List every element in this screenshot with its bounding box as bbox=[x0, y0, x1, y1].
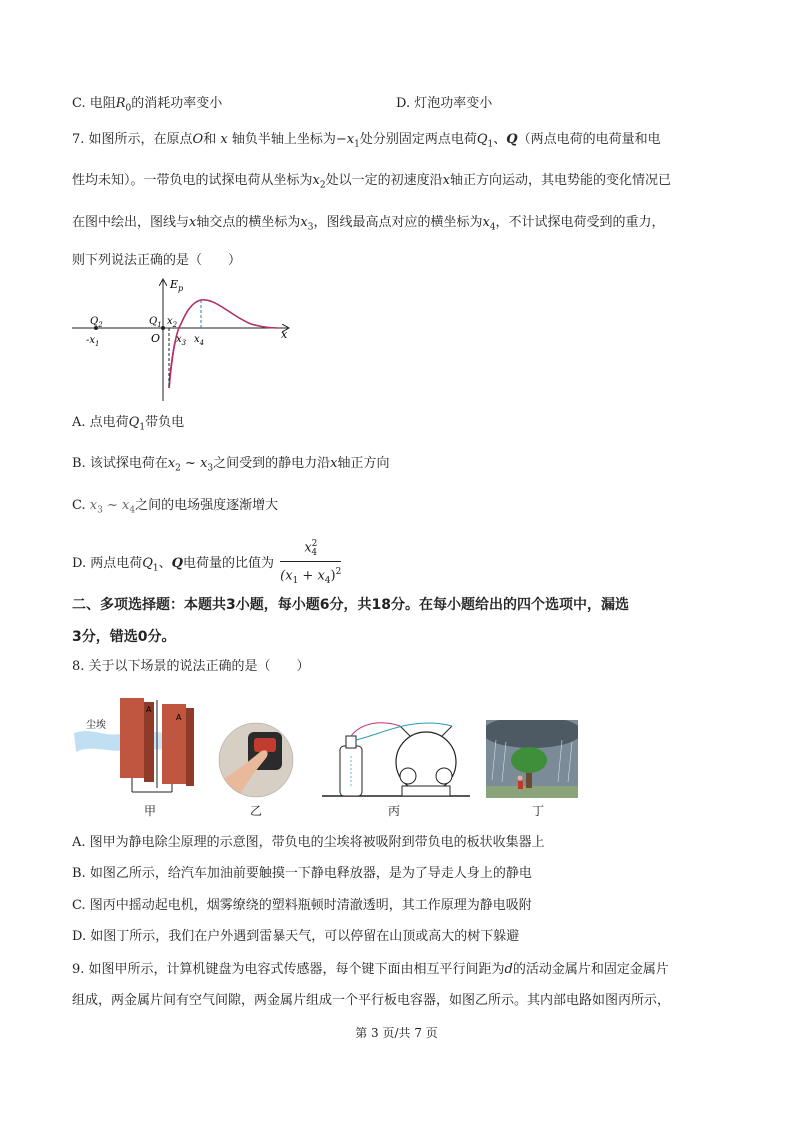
q7-option-b bbox=[72, 455, 390, 478]
q7-var-q1: Q bbox=[142, 555, 153, 571]
ratio-fraction bbox=[280, 536, 341, 591]
section2-text: 分。在每小题给出的四个选项中，漏选 bbox=[390, 597, 629, 613]
fig-label-bing: 丙 bbox=[388, 804, 401, 818]
q8-stem: 8. 关于以下场景的说法正确的是（ ） bbox=[72, 659, 310, 674]
tree-canopy bbox=[511, 747, 547, 773]
generator-ball-left bbox=[400, 768, 416, 784]
q7-sub: 1 bbox=[152, 563, 159, 574]
section2-text: 分。 bbox=[147, 629, 176, 645]
thunderstorm-figure bbox=[486, 720, 578, 798]
q7-var-x: x bbox=[220, 132, 228, 147]
q7-sub: 4 bbox=[129, 505, 136, 516]
q7-var-q2: Q bbox=[506, 132, 518, 147]
q7-var-q1: Q bbox=[476, 132, 488, 147]
q7-opt-text: 轴正方向 bbox=[337, 456, 390, 471]
q7-option-d bbox=[72, 536, 341, 591]
q7-var-o: O bbox=[192, 132, 204, 147]
q7-opt-text: D. 两点电荷 bbox=[72, 555, 143, 571]
plate-a-label: A bbox=[146, 705, 152, 714]
q7-text: 轴负半轴上坐标为 bbox=[231, 132, 336, 147]
x4-label: $x_4$ bbox=[194, 334, 205, 347]
q7-text: 7. 如图所示，在原点 bbox=[72, 132, 193, 147]
q7-opt-text: A. 点电荷 bbox=[72, 415, 129, 430]
q7-sub: 3 bbox=[207, 463, 214, 474]
bottle-neck bbox=[346, 736, 356, 748]
q7-stem-line1 bbox=[72, 131, 661, 154]
generator-arm-left bbox=[400, 726, 410, 736]
q7-text: 轴正方向运动，其电势能的变化情况已 bbox=[449, 173, 671, 188]
section2-text: 分，共 bbox=[329, 597, 372, 613]
q7-sep: 、 bbox=[158, 555, 172, 571]
q7-potential-energy-graph bbox=[66, 276, 296, 404]
section2-num: 3 bbox=[72, 629, 82, 645]
fig-label-yi: 乙 bbox=[250, 804, 263, 818]
neg-x1-label: $-x_1$ bbox=[86, 335, 100, 348]
q7-opt-text: 带负电 bbox=[145, 415, 185, 430]
q8-option-a: A. 图甲为静电除尘原理的示意图，带负电的尘埃将被吸附到带负电的板状收集器上 bbox=[72, 835, 545, 850]
section2-num: 3 bbox=[226, 597, 236, 613]
q1-label: $Q_1$ bbox=[149, 316, 162, 329]
q8-option-d: D. 如图丁所示，我们在户外遇到雷暴天气，可以停留在山顶或高大的树下躲避 bbox=[72, 929, 520, 944]
section2-num: 6 bbox=[319, 597, 330, 613]
q7-sub: 2 bbox=[175, 463, 181, 474]
collector-plate-right bbox=[162, 704, 186, 784]
q7-sub: 3 bbox=[307, 222, 314, 233]
q9-text: 的活动金属片和固定金属片 bbox=[512, 962, 669, 977]
q7-option-c bbox=[72, 497, 278, 520]
fig-label-jia: 甲 bbox=[144, 804, 157, 818]
q8-option-c: C. 图丙中摇动起电机，烟雾缭绕的塑料瓶顿时清澈透明，其工作原理为静电吸附 bbox=[72, 898, 532, 913]
collector-plate-right-side bbox=[186, 708, 194, 786]
q7-var-x: x bbox=[442, 173, 450, 188]
ep-curve-lower bbox=[169, 342, 175, 388]
q7-var-x4: x bbox=[482, 215, 490, 230]
q2-label: $Q_2$ bbox=[90, 316, 103, 329]
q7-tilde: ~ bbox=[102, 498, 122, 513]
q7-text: 在图中绘出，图线与 bbox=[72, 215, 190, 230]
q6-option-c-text: C. 电阻 bbox=[72, 96, 116, 111]
fraction-numerator: $x^2_4$ bbox=[280, 536, 341, 562]
electrostatic-generator-figure bbox=[322, 716, 472, 800]
q7-opt-text: B. 该试探电荷在 bbox=[72, 456, 168, 471]
q7-var-q1: Q bbox=[128, 415, 140, 430]
q7-var-q2: Q bbox=[171, 555, 183, 571]
q7-stem-line2 bbox=[72, 172, 671, 195]
q7-var-x3: x bbox=[200, 456, 208, 471]
page-footer: 第 3 页/共 7 页 bbox=[355, 1026, 438, 1040]
q7-sub: 3 bbox=[97, 505, 103, 516]
q6-option-c-rest: 的消耗功率变小 bbox=[131, 96, 223, 111]
section2-num: 18 bbox=[371, 597, 391, 613]
static-discharger-figure bbox=[218, 722, 294, 798]
q7-sub: 4 bbox=[489, 222, 496, 233]
dust-label: 尘埃 bbox=[86, 720, 106, 731]
q7-var-x4: x bbox=[122, 498, 130, 513]
q7-var-negx1: −x bbox=[335, 132, 355, 147]
generator-base bbox=[402, 786, 450, 796]
q7-text: 处以一定的初速度沿 bbox=[325, 173, 443, 188]
q7-sub: 2 bbox=[319, 180, 326, 191]
q7-sub: 1 bbox=[487, 139, 494, 150]
q7-var-x2: x bbox=[312, 173, 320, 188]
q6-option-c-sub: 0 bbox=[125, 103, 132, 114]
section2-text: 二、多项选择题：本题共 bbox=[72, 597, 226, 613]
section2-text: 分，错选 bbox=[81, 629, 138, 645]
q7-stem-line4: 则下列说法正确的是（ ） bbox=[72, 253, 242, 268]
q7-text: （两点电荷的电荷量和电 bbox=[517, 132, 661, 147]
q7-var-x: x bbox=[189, 215, 197, 230]
q7-text: 轴交点的横坐标为 bbox=[196, 215, 301, 230]
electrostatic-precipitator-figure bbox=[72, 688, 202, 798]
q7-stem-line3 bbox=[72, 214, 665, 237]
person-body bbox=[518, 781, 523, 789]
q7-var-x3: x bbox=[89, 498, 98, 513]
q7-sep: 、 bbox=[493, 132, 507, 147]
q7-var-x: x bbox=[330, 456, 338, 471]
q9-stem-line2: 组成，两金属片间有空气间隙，两金属片组成一个平行板电容器，如图乙所示。其内部电路如图丙所示， bbox=[72, 993, 671, 1008]
section2-num: 0 bbox=[137, 629, 148, 645]
q9-var-d: d bbox=[504, 962, 513, 977]
q9-text: 9. 如图甲所示，计算机键盘为电容式传感器，每个键下面由相互平行间距为 bbox=[72, 962, 505, 977]
q6-option-c-var: R bbox=[115, 96, 126, 111]
ylabel: $E_p$ bbox=[170, 278, 184, 293]
section2-header-line1 bbox=[72, 594, 629, 616]
plastic-bottle bbox=[340, 746, 362, 796]
q7-opt-text: 之间受到的静电力沿 bbox=[213, 456, 331, 471]
q7-text: ，不计试探电荷受到的重力， bbox=[495, 215, 665, 230]
plate-a-label-2: A bbox=[176, 713, 182, 722]
xlabel: x bbox=[281, 328, 288, 341]
q7-text: ，图线最高点对应的横坐标为 bbox=[313, 215, 483, 230]
collector-plate-left-side bbox=[144, 702, 154, 782]
section2-header-line2 bbox=[72, 626, 176, 648]
collector-plate-left bbox=[120, 698, 144, 778]
q7-sub: 1 bbox=[354, 139, 360, 150]
storm-cloud bbox=[486, 720, 578, 748]
q7-text: 处分别固定两点电荷 bbox=[359, 132, 477, 147]
q6-option-d: D. 灯泡功率变小 bbox=[396, 96, 493, 111]
q7-sub: 1 bbox=[139, 422, 146, 433]
x3-label: $x_3$ bbox=[176, 334, 187, 347]
q6-option-c bbox=[72, 95, 222, 118]
section2-text: 小题，每小题 bbox=[235, 597, 320, 613]
fraction-denominator: $(x_1 + x_4)^2$ bbox=[280, 566, 342, 586]
q7-text: 性均未知）。一带负电的试探电荷从坐标为 bbox=[72, 173, 313, 188]
q7-text: 和 bbox=[203, 132, 217, 147]
q7-opt-text: 电荷量的比值为 bbox=[182, 555, 274, 571]
q7-opt-text: 之间的电场强度逐渐增大 bbox=[135, 498, 279, 513]
person-head bbox=[518, 776, 523, 781]
q9-stem-line1 bbox=[72, 961, 669, 979]
q7-opt-text: C. bbox=[72, 498, 90, 513]
fig-label-ding: 丁 bbox=[532, 804, 545, 818]
origin-label: O bbox=[151, 332, 161, 345]
q7-var-x2: x bbox=[167, 456, 176, 471]
q7-tilde: ~ bbox=[180, 456, 201, 471]
generator-arm-right bbox=[442, 726, 452, 736]
discharger-red-panel bbox=[254, 738, 276, 752]
generator-ball-right bbox=[436, 768, 452, 784]
x2-label: $x_2$ bbox=[167, 316, 178, 329]
q8-option-b: B. 如图乙所示，给汽车加油前要触摸一下静电释放器，是为了导走人身上的静电 bbox=[72, 866, 532, 881]
q7-option-a bbox=[72, 414, 184, 437]
q7-var-x3: x bbox=[300, 215, 308, 230]
